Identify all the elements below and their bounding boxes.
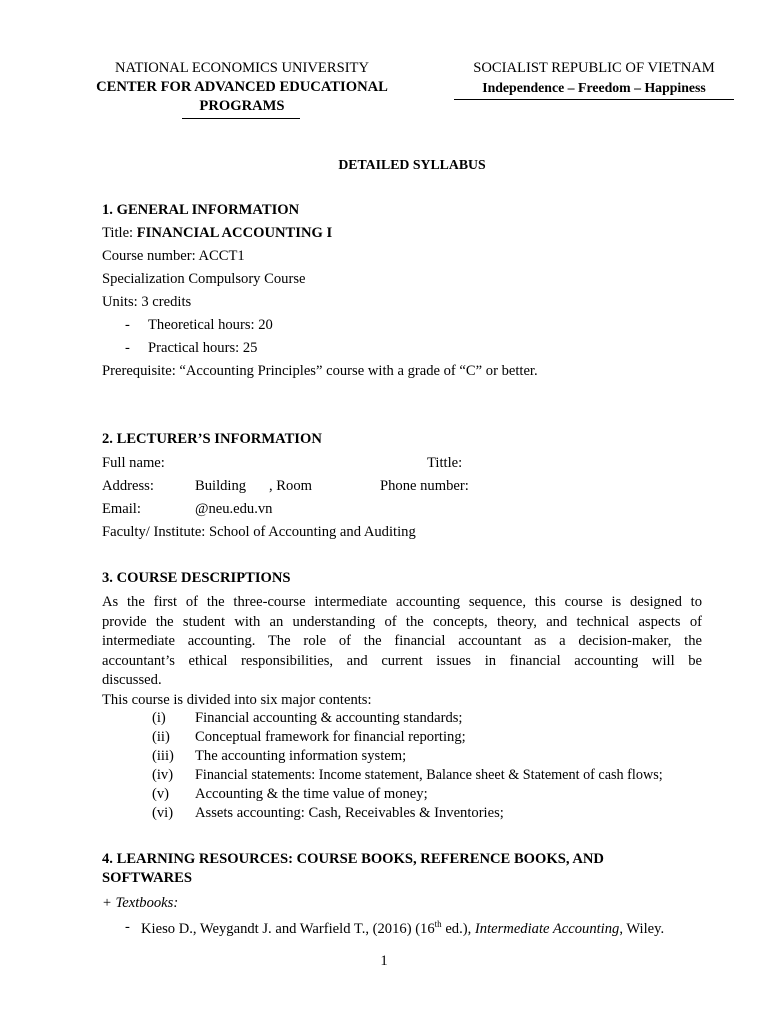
content-item-number: (iv) bbox=[152, 767, 174, 783]
course-number: Course number: ACCT1 bbox=[102, 248, 245, 264]
content-item-text: The accounting information system; bbox=[195, 748, 407, 764]
content-item-text: Financial accounting & accounting standards; bbox=[195, 710, 463, 726]
practical-hours: Practical hours: 25 bbox=[148, 340, 258, 356]
faculty-line: Faculty/ Institute: School of Accounting and Auditing bbox=[102, 524, 416, 540]
header-university-name: NATIONAL ECONOMICS UNIVERSITY bbox=[114, 60, 370, 76]
room-label: , Room bbox=[269, 478, 312, 494]
section-4-heading-line2: SOFTWARES bbox=[102, 870, 193, 886]
prerequisite: Prerequisite: “Accounting Principles” course with a grade of “C” or better. bbox=[102, 363, 538, 379]
paragraph-line: provide the student with an understanding of the concepts, theory, and technical aspects of bbox=[102, 613, 702, 630]
document-title: DETAILED SYLLABUS bbox=[338, 157, 486, 172]
theoretical-hours: Theoretical hours: 20 bbox=[148, 317, 273, 333]
full-name-label: Full name: bbox=[102, 455, 165, 471]
email-domain: @neu.edu.vn bbox=[195, 501, 273, 517]
list-dash: - bbox=[125, 340, 130, 356]
contents-intro: This course is divided into six major contents: bbox=[102, 691, 372, 708]
section-4-heading: 4. LEARNING RESOURCES: COURSE BOOKS, REFERENCE BOOKS, AND bbox=[102, 851, 604, 867]
course-title-label: Title: bbox=[102, 225, 137, 241]
textbook-title: Intermediate Accounting bbox=[474, 920, 620, 937]
content-item-number: (v) bbox=[152, 786, 170, 802]
header-center-name: CENTER FOR ADVANCED EDUCATIONAL bbox=[96, 79, 388, 95]
paragraph-line: discussed. bbox=[102, 672, 162, 688]
course-description-paragraph bbox=[102, 593, 702, 710]
section-1-heading: 1. GENERAL INFORMATION bbox=[102, 202, 300, 218]
course-type: Specialization Compulsory Course bbox=[102, 271, 306, 287]
header-motto: Independence – Freedom – Happiness bbox=[482, 80, 706, 95]
content-item-text: Financial statements: Income statement, Balance sheet & Statement of cash flows; bbox=[195, 767, 663, 783]
course-title-line bbox=[102, 225, 332, 242]
header-country-name: SOCIALIST REPUBLIC OF VIETNAM bbox=[473, 60, 715, 76]
list-dash: - bbox=[125, 919, 130, 935]
header-left-underline bbox=[182, 118, 300, 119]
course-units: Units: 3 credits bbox=[102, 294, 192, 310]
phone-label: Phone number: bbox=[380, 478, 469, 494]
content-item-number: (iii) bbox=[152, 748, 174, 764]
tittle-label: Tittle: bbox=[427, 455, 463, 471]
header-center-name-line2: PROGRAMS bbox=[199, 98, 285, 114]
paragraph-line: intermediate accounting. The role of the financial accountant as a decision-maker, the bbox=[102, 633, 702, 649]
building-label: Building bbox=[195, 478, 247, 494]
paragraph-line: As the first of the three-course intermediate accounting sequence, this course is designed to bbox=[102, 594, 702, 610]
content-item-text: Accounting & the time value of money; bbox=[195, 786, 428, 802]
section-2-heading: 2. LECTURER’S INFORMATION bbox=[102, 431, 322, 447]
textbook-reference: Kieso D., Weygandt J. and Warfield T., (2016) (16th ed.), Intermediate Accounting, Wiley. bbox=[141, 919, 665, 937]
header-right-underline bbox=[454, 99, 734, 100]
list-dash: - bbox=[125, 317, 130, 333]
paragraph-line: accountant’s ethical responsibilities, and current issues in financial accounting will be bbox=[102, 652, 702, 669]
course-title-value: FINANCIAL ACCOUNTING I bbox=[136, 225, 333, 241]
content-item-number: (ii) bbox=[152, 729, 170, 745]
textbooks-label: + Textbooks: bbox=[102, 895, 179, 911]
content-item-number: (vi) bbox=[152, 805, 174, 821]
email-label: Email: bbox=[102, 501, 141, 517]
content-item-text: Conceptual framework for financial reporting; bbox=[195, 729, 466, 745]
content-item-text: Assets accounting: Cash, Receivables & Inventories; bbox=[195, 805, 504, 821]
content-item-number: (i) bbox=[152, 710, 166, 726]
section-3-heading: 3. COURSE DESCRIPTIONS bbox=[102, 570, 291, 586]
page-number: 1 bbox=[380, 953, 388, 969]
address-label: Address: bbox=[102, 478, 154, 494]
